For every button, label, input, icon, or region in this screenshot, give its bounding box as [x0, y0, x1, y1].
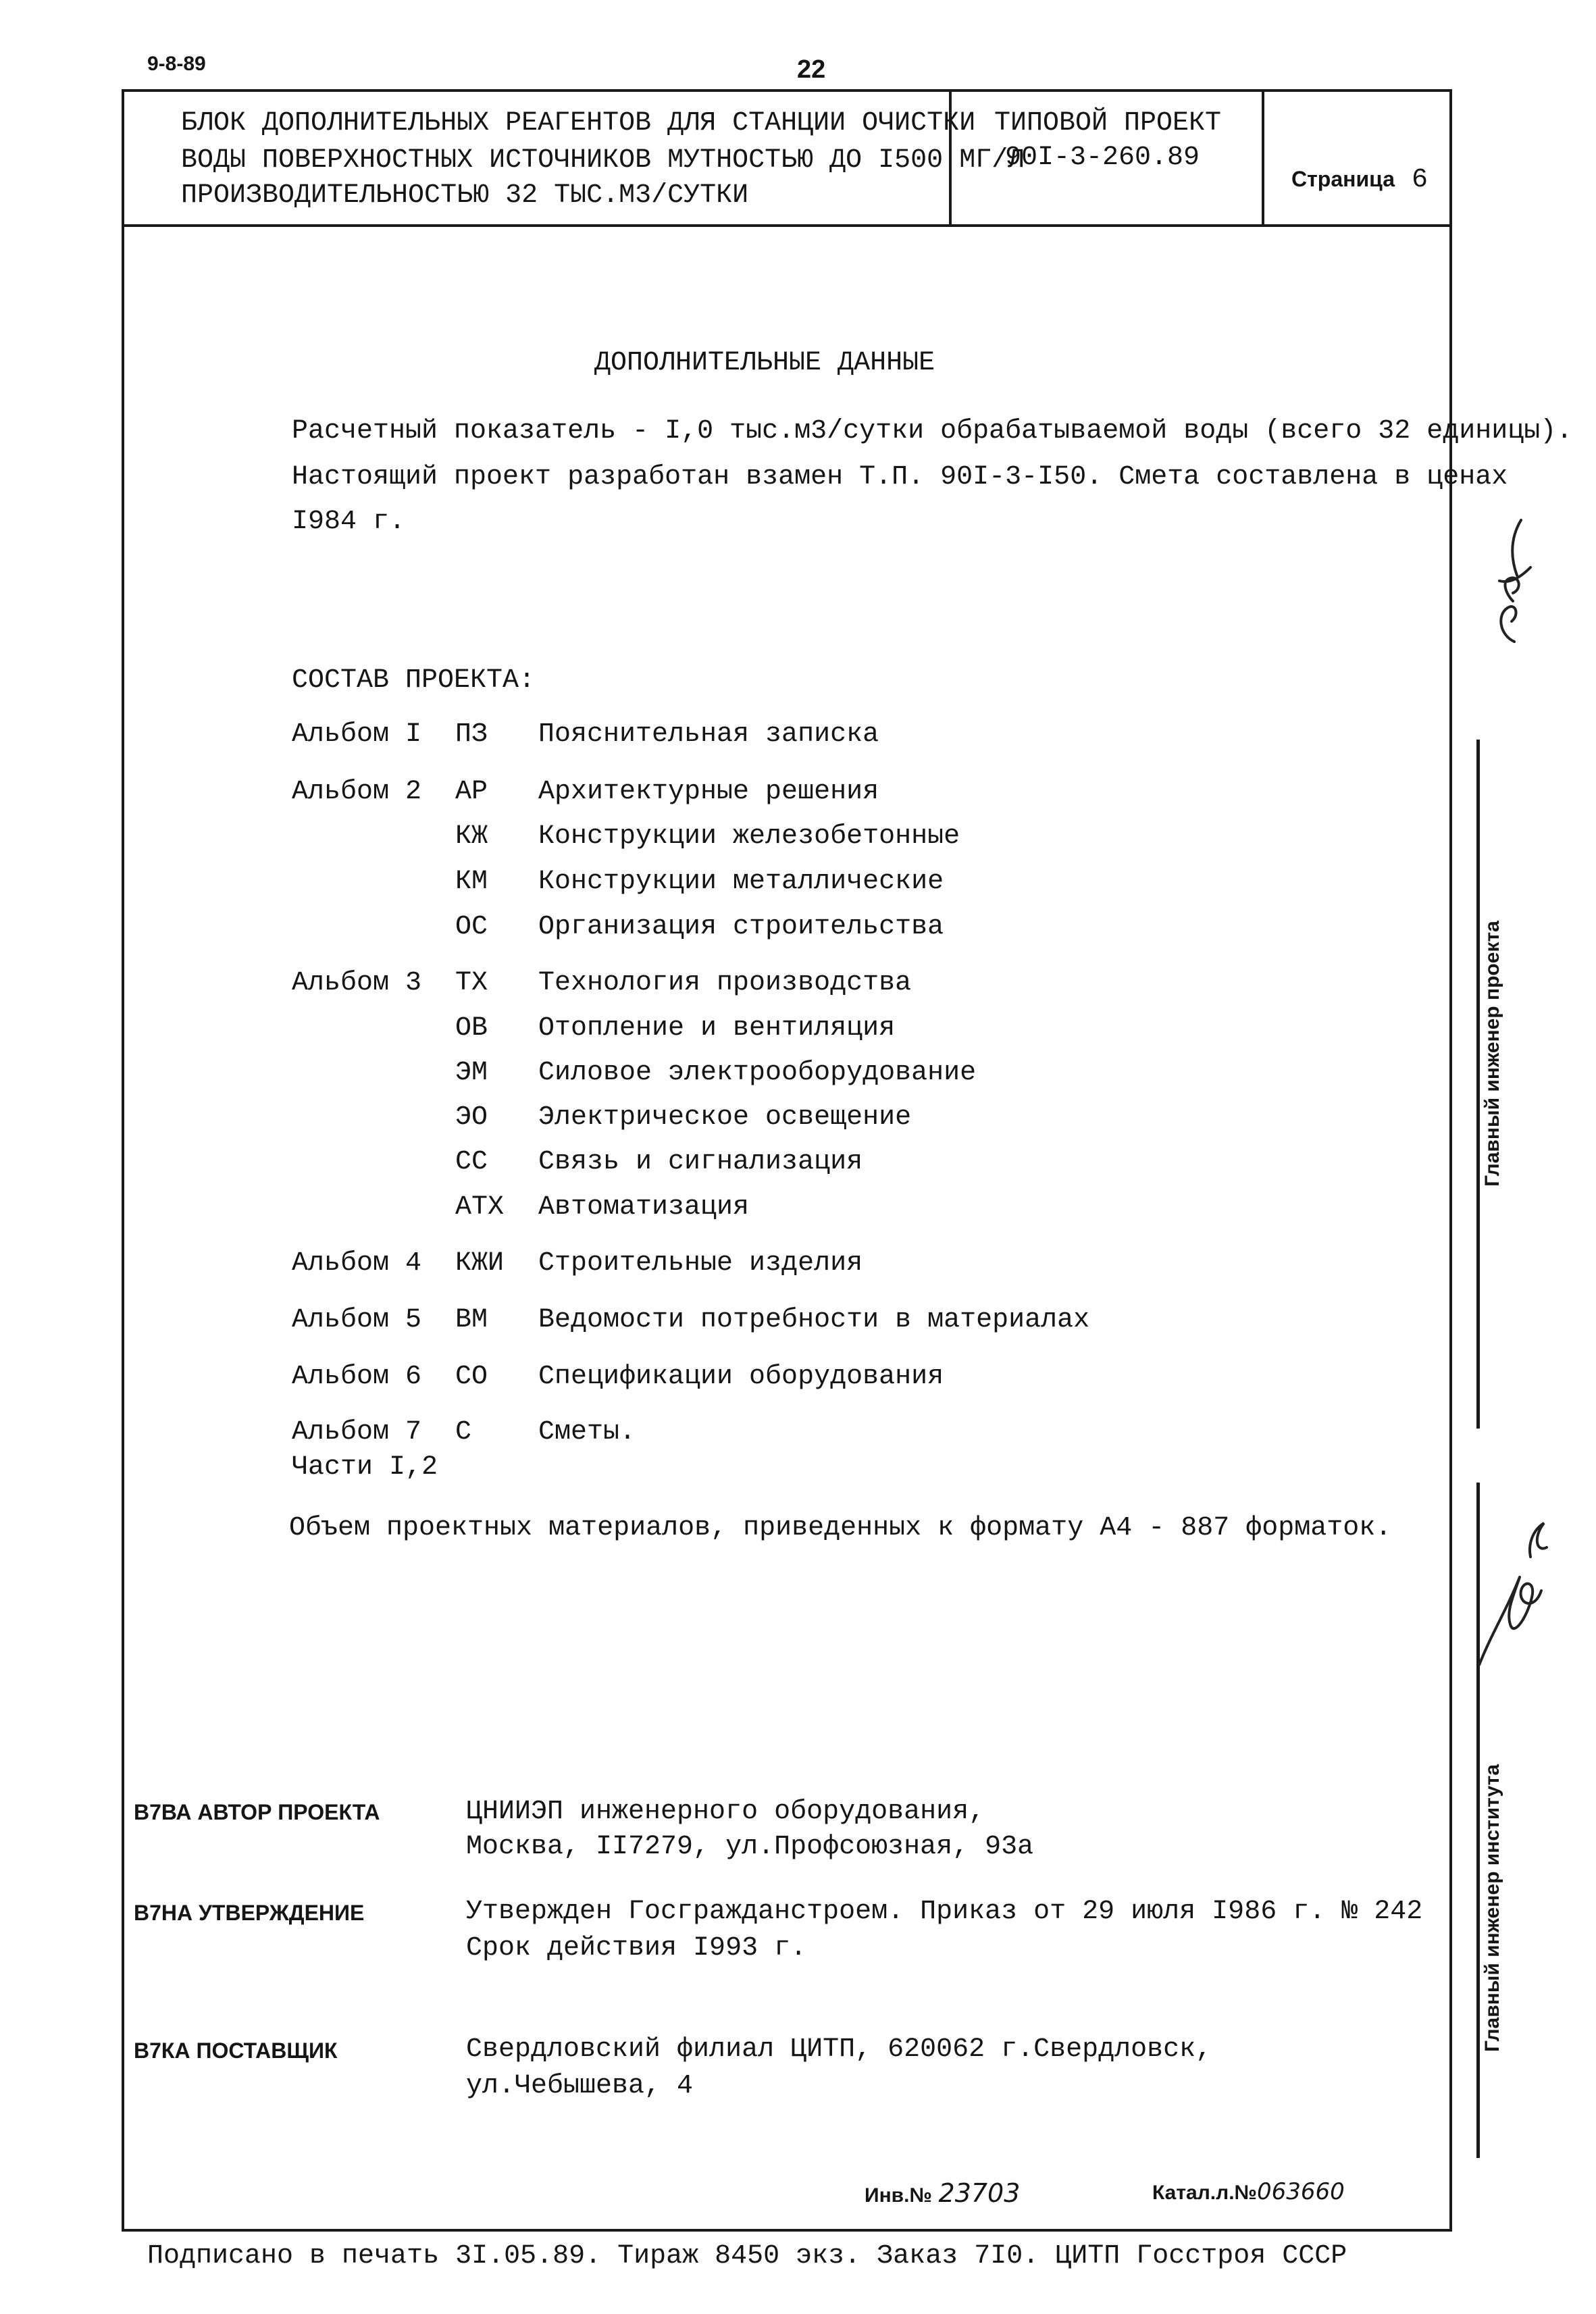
parts-note: Части I,2 — [292, 1452, 438, 1483]
project-number: 90I-3-260.89 — [1005, 143, 1200, 173]
header-title-line-3: ПРОИЗВОДИТЕЛЬНОСТЬЮ 32 ТЫС.М3/СУТКИ — [181, 180, 749, 211]
additional-line-2: Настоящий проект разработан взамен Т.П. 90I-3-I50. Смета составлена в ценах — [292, 462, 1508, 492]
additional-line-1: Расчетный показатель - I,0 тыс.м3/сутки обрабатываемой воды (всего 32 единицы). — [292, 416, 1573, 446]
inventory-number — [865, 2178, 1020, 2208]
album-label: Альбом 2 — [292, 777, 422, 807]
signature-institute-engineer — [1466, 1496, 1553, 1672]
composition-heading: СОСТАВ ПРОЕКТА: — [292, 665, 536, 696]
section-title: Конструкции железобетонные — [538, 821, 960, 852]
header-col-divider-2 — [1262, 89, 1264, 226]
section-title: Пояснительная записка — [538, 719, 879, 750]
signature-rule — [1476, 740, 1480, 1429]
section-code: СС — [455, 1147, 488, 1177]
album-label: Альбом I — [292, 719, 422, 750]
section-title: Сметы. — [538, 1417, 636, 1447]
section-code: СО — [455, 1362, 488, 1392]
print-line: Подписано в печать 3I.05.89. Тираж 8450 экз. Заказ 7I0. ЦИТП Госстроя СССР — [147, 2241, 1347, 2271]
approval-line-2: Срок действия I993 г. — [466, 1933, 807, 1963]
section-title: Автоматизация — [538, 1192, 750, 1223]
section-title: Строительные изделия — [538, 1248, 863, 1279]
page-label: Страница — [1291, 167, 1395, 191]
signature-project-engineer — [1472, 513, 1547, 648]
catalog-value: 063660 — [1256, 2178, 1345, 2205]
section-code: КЖИ — [455, 1248, 505, 1279]
section-title: Отопление и вентиляция — [538, 1013, 896, 1044]
section-code: ЭО — [455, 1102, 488, 1133]
approval-line-1: Утвержден Госгражданстроем. Приказ от 29 июля I986 г. № 242 — [466, 1897, 1423, 1927]
album-label: Альбом 6 — [292, 1362, 422, 1392]
section-code: ТХ — [455, 968, 488, 998]
album-label: Альбом 5 — [292, 1305, 422, 1335]
sheet-number: 22 — [797, 55, 826, 84]
section-code: ЭМ — [455, 1058, 488, 1088]
supplier-line-2: ул.Чебышева, 4 — [466, 2071, 694, 2101]
section-code: АТХ — [455, 1192, 505, 1223]
header-title-line-1: БЛОК ДОПОЛНИТЕЛЬНЫХ РЕАГЕНТОВ ДЛЯ СТАНЦИИ ОЧИСТКИ — [181, 108, 976, 138]
volume-note: Объем проектных материалов, приведенных к формату А4 - 887 форматок. — [289, 1513, 1392, 1543]
section-title: Технология производства — [538, 968, 912, 998]
additional-line-3: I984 г. — [292, 507, 406, 537]
header-divider — [122, 224, 1452, 227]
catalog-label: Катал.л.№ — [1152, 2182, 1257, 2204]
section-code: С — [455, 1417, 472, 1447]
author-label: В7ВА АВТОР ПРОЕКТА — [134, 1800, 380, 1824]
section-title: Электрическое освещение — [538, 1102, 912, 1133]
section-code: КЖ — [455, 821, 488, 852]
inventory-value: 23703 — [938, 2178, 1021, 2208]
additional-data-heading: ДОПОЛНИТЕЛЬНЫЕ ДАННЫЕ — [594, 348, 935, 378]
section-code: КМ — [455, 867, 488, 897]
album-label: Альбом 4 — [292, 1248, 422, 1279]
chief-institute-engineer-label: Главный инженер института — [1481, 1764, 1503, 2053]
section-title: Ведомости потребности в материалах — [538, 1305, 1090, 1335]
section-title: Силовое электрооборудование — [538, 1058, 977, 1088]
section-code: ОС — [455, 912, 488, 942]
section-code: ПЗ — [455, 719, 488, 750]
chief-project-engineer-label: Главный инженер проекта — [1481, 921, 1503, 1187]
section-code: АР — [455, 777, 488, 807]
inventory-label: Инв.№ — [865, 2184, 932, 2207]
document-code: 9-8-89 — [147, 53, 206, 75]
supplier-label: В7КА ПОСТАВЩИК — [134, 2038, 338, 2063]
approval-label: В7НА УТВЕРЖДЕНИЕ — [134, 1901, 365, 1925]
section-code: ВМ — [455, 1305, 488, 1335]
header-title-line-2: ВОДЫ ПОВЕРХНОСТНЫХ ИСТОЧНИКОВ МУТНОСТЬЮ ДО I500 МГ/Л — [181, 145, 1025, 176]
supplier-line-1: Свердловский филиал ЦИТП, 620062 г.Свердловск, — [466, 2034, 1212, 2065]
section-title: Спецификации оборудования — [538, 1362, 944, 1392]
section-title: Организация строительства — [538, 912, 944, 942]
project-type-label: ТИПОВОЙ ПРОЕКТ — [994, 108, 1222, 138]
author-line-1: ЦНИИЭП инженерного оборудования, — [466, 1797, 985, 1827]
section-title: Конструкции металлические — [538, 867, 944, 897]
page-value: 6 — [1412, 165, 1428, 195]
author-line-2: Москва, II7279, ул.Профсоюзная, 93а — [466, 1832, 1034, 1862]
section-title: Связь и сигнализация — [538, 1147, 863, 1177]
album-label: Альбом 7 — [292, 1417, 422, 1447]
catalog-number — [1152, 2178, 1345, 2205]
album-label: Альбом 3 — [292, 968, 422, 998]
section-title: Архитектурные решения — [538, 777, 879, 807]
section-code: ОВ — [455, 1013, 488, 1044]
